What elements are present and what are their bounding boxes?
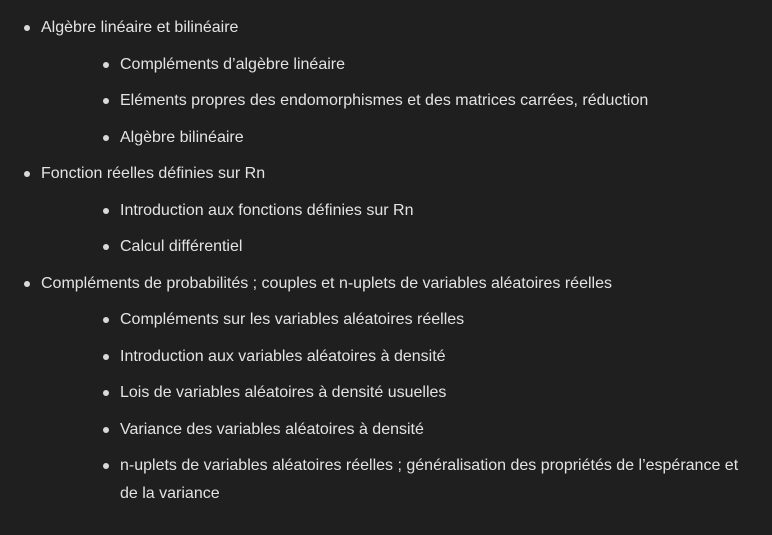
subtopic-list [41,51,731,152]
bullet-icon [103,317,109,323]
subtopic-list [41,306,739,508]
section-label: Algèbre linéaire et bilinéaire [41,19,239,36]
bullet-icon [103,244,109,250]
list-item [0,160,731,261]
bullet-icon [24,171,30,177]
list-item [41,416,760,444]
list-item [41,343,760,371]
list-item [41,197,760,225]
subitem-label: Compléments sur les variables aléatoires réelles [120,311,465,328]
subtopic-list [41,197,731,262]
subitem-label: Compléments d’algèbre linéaire [120,55,346,73]
bullet-icon [103,390,109,396]
list-item [41,306,760,334]
subitem-label: Lois de variables aléatoires à densité usuelles [120,384,447,401]
topic-list [0,14,772,517]
section-label: Compléments de probabilités ; couples et n-uplets de variables aléatoires réelles [41,274,612,292]
subitem-label: Introduction aux variables aléatoires à densité [120,347,446,365]
list-item [41,233,760,261]
bullet-icon [103,354,109,360]
bullet-icon [103,62,109,68]
subitem-label: Introduction aux fonctions définies sur Rn [120,201,414,219]
subitem-label: Algèbre bilinéaire [120,128,244,146]
subitem-label: Eléments propres des endomorphismes et des matrices carrées, réduction [120,92,649,109]
bullet-icon [24,25,30,31]
list-item [0,270,739,509]
subitem-label: Calcul différentiel [120,238,243,255]
bullet-icon [103,208,109,214]
subitem-label: Variance des variables aléatoires à densité [120,420,424,438]
list-item [41,87,760,115]
list-item [41,51,760,79]
list-item [41,379,760,407]
section-label: Fonction réelles définies sur Rn [41,165,266,182]
subitem-label: n-uplets de variables aléatoires réelles ; généralisation des propriétés de l’espérance et de la variance [120,457,739,502]
bullet-icon [103,463,109,469]
list-item [41,452,760,508]
bullet-icon [103,135,109,141]
bullet-icon [103,98,109,104]
list-item [0,14,731,152]
bullet-icon [24,281,30,287]
list-item [41,124,760,152]
bullet-icon [103,427,109,433]
